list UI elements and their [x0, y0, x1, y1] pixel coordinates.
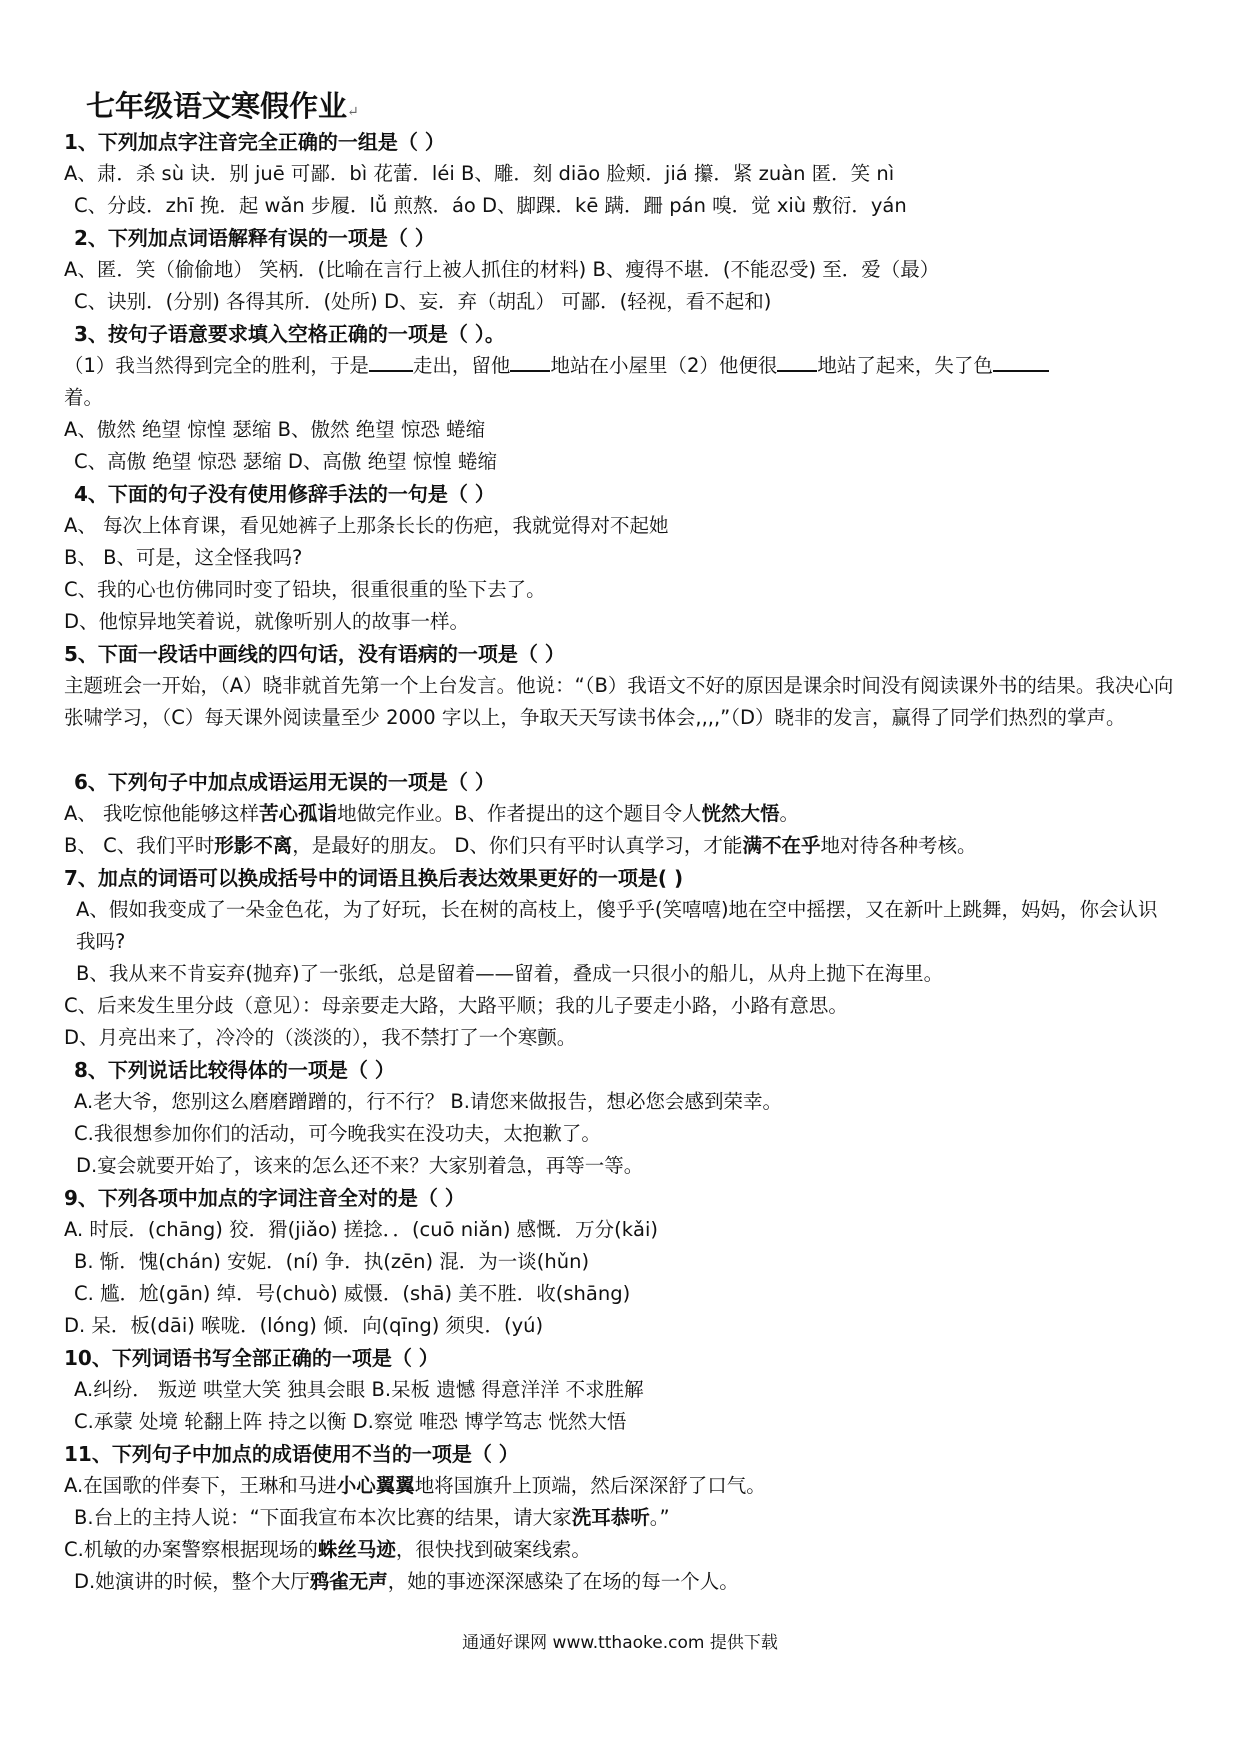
- question-3-sentence-end: 着。: [64, 386, 104, 409]
- question-7-option-a: A、假如我变成了一朵金色花，为了好玩，长在树的高枝上，傻乎乎(笑嘻嘻)地在空中摇摆，又在新叶上跳舞，妈妈，你会认识我吗?: [76, 898, 1158, 953]
- question-1-stem: 1、下列加点字注音完全正确的一组是（ ）: [64, 130, 445, 154]
- question-11-option-d: [64, 1566, 1176, 1598]
- idiom-highlight: 洗耳恭听: [571, 1506, 650, 1529]
- q11-text: B.台上的主持人说：“下面我宣布本次比赛的结果，请大家: [74, 1506, 572, 1529]
- question-10-options-cd: C.承蒙 处境 轮翻上阵 持之以衡 D.察觉 唯恐 博学笃志 恍然大悟: [74, 1410, 627, 1433]
- question-8-stem: 8、下列说话比较得体的一项是（ ）: [74, 1058, 395, 1082]
- q6-text: 。: [779, 802, 799, 825]
- question-8-option-d: D.宴会就要开始了，该来的怎么还不来？大家别着急，再等一等。: [76, 1154, 644, 1177]
- idiom-highlight: 蛛丝马迹: [317, 1538, 396, 1561]
- page-footer: 通通好课网 www.tthaoke.com 提供下载: [462, 1633, 778, 1653]
- q6-text: ，是最好的朋友。 D、你们只有平时认真学习，才能: [292, 834, 743, 857]
- question-8-options-ab: A.老大爷，您别这么磨磨蹭蹭的，行不行？ B.请您来做报告，想必您会感到荣幸。: [74, 1090, 782, 1113]
- question-4-option-b: B、 B、可是，这全怪我吗?: [64, 546, 303, 569]
- question-4-option-c: C、我的心也仿佛同时变了铅块，很重很重的坠下去了。: [64, 578, 546, 601]
- question-10-options-ab: A.纠纷． 叛逆 哄堂大笑 独具会眼 B.呆板 遗憾 得意洋洋 不求胜解: [74, 1378, 644, 1401]
- question-7-option-c: C、后来发生里分歧（意见）：母亲要走大路，大路平顺；我的儿子要走小路，小路有意思。: [64, 994, 848, 1017]
- question-11-option-a: [64, 1470, 1176, 1502]
- idiom-highlight: 形影不离: [214, 834, 293, 857]
- question-9-option-b: B. 惭．愧(chán) 安妮．(ní) 争．执(zēn) 混．为一谈(hǔn): [74, 1250, 590, 1273]
- question-9-option-a: A. 时辰．(chāng) 狡．猾(jiǎo) 搓捻．．(cuō niǎn) 感慨．万分(kǎi): [64, 1218, 659, 1241]
- question-2-options-cd: C、诀别．(分别) 各得其所．(处所) D、妄．弃（胡乱） 可鄙．(轻视，看不起和): [74, 290, 772, 313]
- page-title: [86, 86, 1176, 126]
- question-2-stem: 2、下列加点词语解释有误的一项是（ ）: [74, 226, 435, 250]
- idiom-highlight: 小心翼翼: [336, 1474, 415, 1497]
- question-6-stem: 6、下列句子中加点成语运用无误的一项是（ ）: [74, 770, 495, 794]
- question-10-stem: 10、下列词语书写全部正确的一项是（ ）: [64, 1346, 439, 1370]
- q11-text: ，很快找到破案线索。: [395, 1538, 591, 1561]
- q6-text: 地做完作业。B、作者提出的这个题目令人: [337, 802, 702, 825]
- question-9-option-c: C. 尴．尬(gān) 绰．号(chuò) 威慑．(shā) 美不胜．收(shāng): [74, 1282, 631, 1305]
- q3-text-4: 地站了起来，失了色: [817, 354, 993, 377]
- question-3-options-ab: A、傲然 绝望 惊惶 瑟缩 B、傲然 绝望 惊恐 蜷缩: [64, 418, 486, 441]
- question-7-option-d: D、月亮出来了，冷冷的（淡淡的），我不禁打了一个寒颤。: [64, 1026, 577, 1049]
- question-3-sentence: [64, 350, 1176, 382]
- q3-text-2: 走出，留他: [412, 354, 511, 377]
- question-4-option-d: D、他惊异地笑着说，就像听别人的故事一样。: [64, 610, 470, 633]
- question-7-stem: 7、加点的词语可以换成括号中的词语且换后表达效果更好的一项是( ): [64, 866, 684, 890]
- idiom-highlight: 鸦雀无声: [309, 1570, 388, 1593]
- question-8-option-c: C.我很想参加你们的活动，可今晚我实在没功夫，太抱歉了。: [74, 1122, 601, 1145]
- question-1-options-ab: A、肃．杀 sù 诀．别 juē 可鄙．bì 花蕾．léi B、雕．刻 diāo 脸颊．jiá 攥．紧 zuàn 匿．笑 nì: [64, 162, 895, 185]
- question-3-stem: 3、按句子语意要求填入空格正确的一项是（ ）。: [74, 322, 505, 346]
- question-11-stem: 11、下列句子中加点的成语使用不当的一项是（ ）: [64, 1442, 519, 1466]
- question-11-option-b: [64, 1502, 1176, 1534]
- q11-text: 。”: [649, 1506, 670, 1529]
- question-6-options-ab: [64, 798, 1176, 830]
- fill-blank: [510, 352, 550, 372]
- question-1-options-cd: C、分歧．zhī 挽．起 wǎn 步履．lǚ 煎熬．áo D、脚踝．kē 蹒．跚 pán 嗅．觉 xiù 敷衍．yán: [74, 194, 907, 217]
- q11-text: A.在国歌的伴奏下，王琳和马进: [64, 1474, 337, 1497]
- q3-text-1: （1）我当然得到完全的胜利，于是: [64, 354, 369, 377]
- question-4-stem: 4、下面的句子没有使用修辞手法的一句是（ ）: [74, 482, 495, 506]
- fill-blank: [369, 352, 413, 372]
- q11-text: ，她的事迹深深感染了在场的每一个人。: [387, 1570, 739, 1593]
- question-6-options-cd: [64, 830, 1176, 862]
- question-5-passage: 主题班会一开始，（A）晓非就首先第一个上台发言。他说：“（B）我语文不好的原因是课余时间没有阅读课外书的结果。我决心向张啸学习，（C）每天课外阅读量至少 2000 字以上，争取天天写读书体会,,,,”（D）晓非的发言，赢得了同学们热烈的掌声。: [64, 674, 1174, 729]
- q6-text: A、 我吃惊他能够这样: [64, 802, 260, 825]
- idiom-highlight: 满不在乎: [742, 834, 821, 857]
- title-text: 七年级语文寒假作业: [86, 89, 348, 123]
- return-mark: ↵: [347, 104, 359, 120]
- q3-text-3: 地站在小屋里（2）他便很: [550, 354, 778, 377]
- question-7-option-b: B、我从来不肯妄弃(抛弃)了一张纸，总是留着——留着，叠成一只很小的船儿，从舟上抛下在海里。: [76, 962, 944, 985]
- question-11-option-c: [64, 1534, 1176, 1566]
- fill-blank: [993, 352, 1049, 372]
- question-2-options-ab: A、匿．笑（偷偷地） 笑柄．(比喻在言行上被人抓住的材料) B、瘦得不堪．(不能忍受) 至．爱（最）: [64, 258, 940, 281]
- worksheet: [64, 86, 1176, 1598]
- q6-text: B、 C、我们平时: [64, 834, 215, 857]
- q11-text: C.机敏的办案警察根据现场的: [64, 1538, 318, 1561]
- q11-text: D.她演讲的时候，整个大厅: [74, 1570, 310, 1593]
- question-9-option-d: D. 呆．板(dāi) 喉咙．(lóng) 倾．向(qīng) 须臾．(yú): [64, 1314, 544, 1337]
- question-4-option-a: A、 每次上体育课，看见她裤子上那条长长的伤疤，我就觉得对不起她: [64, 514, 669, 537]
- question-3-options-cd: C、高傲 绝望 惊恐 瑟缩 D、高傲 绝望 惊惶 蜷缩: [74, 450, 498, 473]
- idiom-highlight: 苦心孤诣: [259, 802, 338, 825]
- fill-blank: [777, 352, 817, 372]
- q6-text: 地对待各种考核。: [820, 834, 977, 857]
- question-9-stem: 9、下列各项中加点的字词注音全对的是（ ）: [64, 1186, 465, 1210]
- question-5-stem: 5、下面一段话中画线的四句话，没有语病的一项是（ ）: [64, 642, 565, 666]
- idiom-highlight: 恍然大悟: [701, 802, 780, 825]
- q11-text: 地将国旗升上顶端，然后深深舒了口气。: [414, 1474, 766, 1497]
